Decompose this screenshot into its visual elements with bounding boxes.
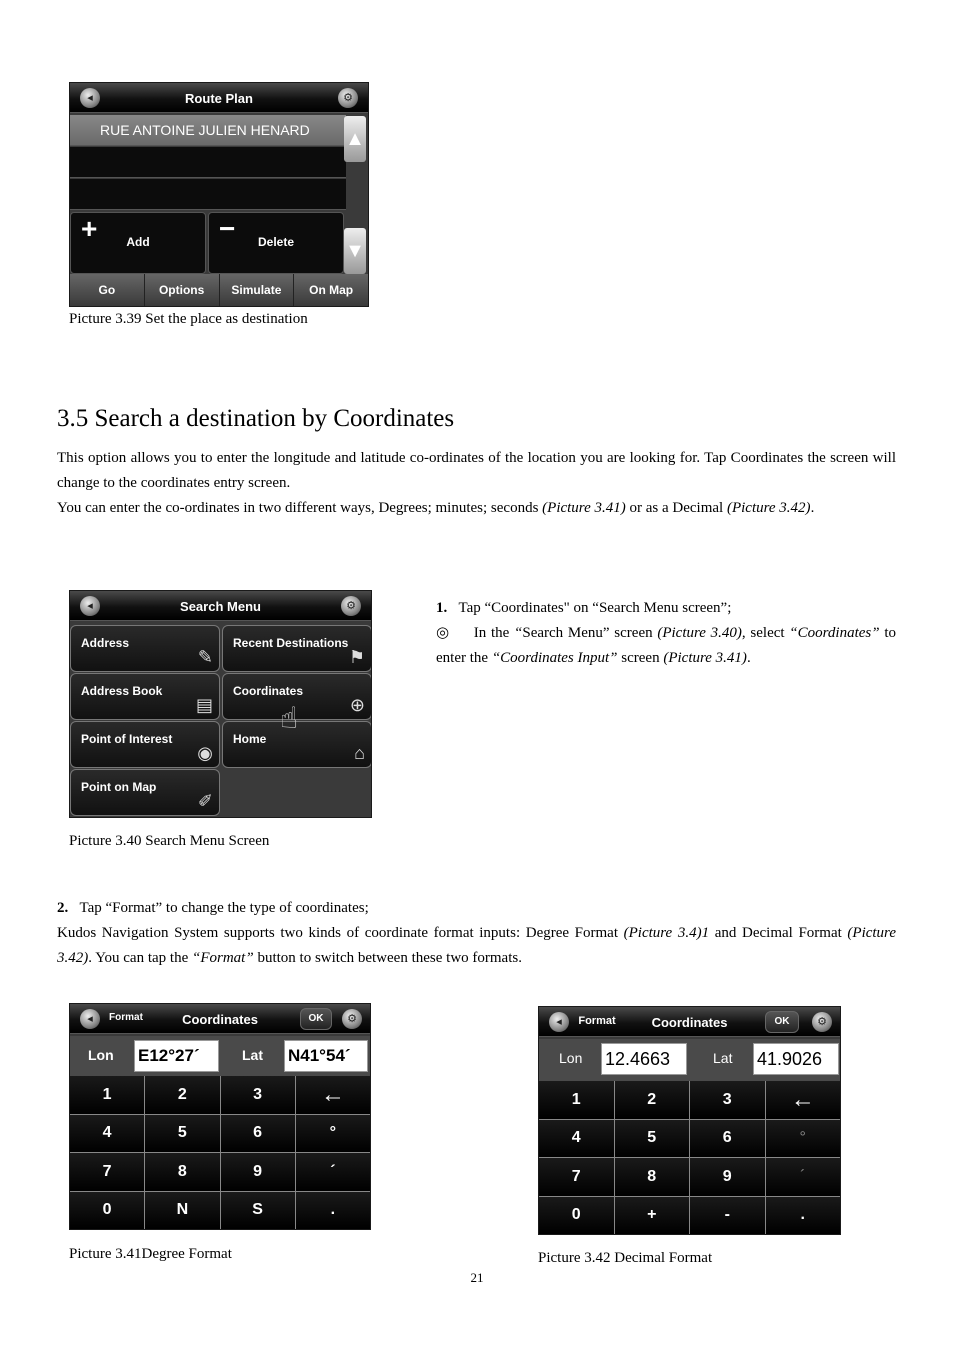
crosshair-icon: ⊕ (349, 695, 365, 715)
back-icon[interactable]: ◂ (80, 88, 100, 108)
back-icon[interactable]: ◂ (549, 1012, 569, 1032)
simulate-button[interactable]: Simulate (220, 274, 295, 306)
lon-label: Lon (559, 1050, 583, 1066)
picture-3-40-caption: Picture 3.40 Search Menu Screen (69, 833, 270, 849)
step-1-detail-text: Search Menu” screen (522, 625, 658, 641)
picture-3-42-caption: Picture 3.42 Decimal Format (538, 1250, 713, 1266)
key-1[interactable]: 1 (70, 1076, 144, 1114)
key-s[interactable]: S (221, 1192, 295, 1230)
step-1-detail-text: , select (741, 625, 790, 641)
degree-key[interactable]: ° (296, 1115, 370, 1153)
route-row-selected[interactable] (70, 115, 346, 146)
add-label: Add (126, 235, 150, 249)
home-label: Home (233, 732, 267, 746)
settings-icon[interactable]: ⚙ (342, 1009, 362, 1029)
degree-format-screenshot (69, 1003, 371, 1230)
minus-icon: − (219, 213, 236, 244)
key-0[interactable]: 0 (539, 1197, 614, 1235)
step-1-detail-text: . (746, 650, 751, 666)
key-4[interactable]: 4 (539, 1120, 614, 1158)
flag-icon: ⚑ (348, 647, 365, 667)
key-8[interactable]: 8 (145, 1153, 219, 1191)
lon-input[interactable]: E12°27´ (134, 1040, 219, 1072)
key-0[interactable]: 0 (70, 1192, 144, 1230)
address-book-button[interactable] (70, 673, 220, 720)
point-on-map-button[interactable] (70, 769, 220, 816)
key-5[interactable]: 5 (615, 1120, 690, 1158)
lat-label: Lat (713, 1050, 733, 1066)
picture-3-41-caption: Picture 3.41Degree Format (69, 1246, 232, 1262)
point-of-interest-label: Point of Interest (81, 732, 173, 746)
key-5[interactable]: 5 (145, 1115, 219, 1153)
page-number: 21 (470, 1270, 484, 1285)
step-2-text: Tap “Format” to change the type of coordinates; (79, 900, 369, 916)
key-n[interactable]: N (145, 1192, 219, 1230)
recent-destinations-label: Recent Destinations (233, 636, 349, 650)
step-2-number: 2. (57, 900, 69, 916)
decimal-titlebar (539, 1007, 840, 1037)
key-9[interactable]: 9 (221, 1153, 295, 1191)
route-plan-toolbar (70, 274, 368, 306)
step-2-line (57, 896, 896, 921)
step-1-detail (436, 621, 896, 671)
key-8[interactable]: 8 (615, 1158, 690, 1196)
step-2-paragraph (57, 921, 896, 971)
format-button[interactable]: Format (578, 1015, 616, 1027)
decimal-keypad (539, 1081, 840, 1234)
key-1[interactable]: 1 (539, 1081, 614, 1119)
intro-ref-3-42: (Picture 3.42) (726, 500, 811, 516)
coordinate-fields (70, 1036, 370, 1076)
step-1-number: 1. (436, 600, 448, 616)
step-2-ref-3-42: (Picture 3.42) (57, 925, 896, 966)
options-button[interactable]: Options (145, 274, 220, 306)
step-1-ref-3-41: (Picture 3.41) (663, 650, 747, 666)
key-6[interactable]: 6 (690, 1120, 765, 1158)
backspace-key[interactable]: ← (766, 1081, 841, 1119)
step-1-coordinates-quote: “Coordinates” (789, 625, 880, 641)
map-icon: ✐ (197, 791, 213, 811)
settings-icon[interactable]: ⚙ (338, 88, 358, 108)
scroll-up-button[interactable]: ▲ (344, 116, 366, 162)
add-button[interactable] (70, 212, 206, 274)
dot-key[interactable]: . (296, 1192, 370, 1230)
address-book-label: Address Book (81, 684, 163, 698)
key-4[interactable]: 4 (70, 1115, 144, 1153)
step-1-detail-text: In the (473, 625, 515, 641)
step-2-paragraph-text: and Decimal Format (709, 925, 848, 941)
point-on-map-label: Point on Map (81, 780, 157, 794)
on-map-button[interactable]: On Map (309, 283, 354, 297)
key-3[interactable]: 3 (221, 1076, 295, 1114)
step-1-detail-text: “ (514, 625, 523, 641)
coordinates-title: Coordinates (651, 1015, 728, 1030)
pointing-hand-icon: ☝ (280, 702, 299, 735)
section-heading: 3.5 Search a destination by Coordinates (57, 405, 455, 432)
intro-text-1: This option allows you to enter the longitude and latitude co-ordinates of the location you are looking for. Tap Coordinates the screen will change to the coordinates entry screen. (57, 450, 896, 491)
plus-icon: + (81, 213, 98, 244)
step-2-paragraph-text: . You can tap the (88, 950, 192, 966)
minus-key[interactable]: - (690, 1197, 765, 1235)
back-icon[interactable]: ◂ (80, 596, 100, 616)
backspace-key[interactable]: ← (296, 1076, 370, 1114)
step-2-paragraph-text: Kudos Navigation System supports two kinds of coordinate format inputs: Degree Format (57, 925, 624, 941)
back-icon[interactable]: ◂ (80, 1009, 100, 1029)
poi-icon: ◉ (197, 743, 213, 763)
key-6[interactable]: 6 (221, 1115, 295, 1153)
step-1-text: Tap “Coordinates" on “Search Menu screen”; (458, 600, 732, 616)
intro-text-2e: . (810, 500, 815, 516)
search-menu-titlebar (70, 591, 371, 621)
intro-ref-3-41: (Picture 3.41) (542, 500, 626, 516)
bullet-mark: ◎ (436, 625, 451, 641)
intro-text-2c: or as a Decimal (625, 500, 727, 516)
settings-icon[interactable]: ⚙ (341, 596, 361, 616)
go-button[interactable]: Go (70, 274, 145, 306)
step-1-detail-text: to enter the (436, 625, 896, 666)
key-9[interactable]: 9 (690, 1158, 765, 1196)
format-button[interactable]: Format (109, 1012, 143, 1023)
key-2[interactable]: 2 (145, 1076, 219, 1114)
step-1-detail-text: screen (617, 650, 664, 666)
degree-key: ° (766, 1120, 841, 1158)
picture-3-39-caption: Picture 3.39 Set the place as destination (69, 311, 308, 327)
key-3[interactable]: 3 (690, 1081, 765, 1119)
coordinates-title: Coordinates (182, 1012, 258, 1027)
search-menu-title: Search Menu (180, 599, 261, 614)
address-button[interactable] (70, 625, 220, 672)
decimal-format-screenshot (538, 1006, 841, 1235)
pen-icon: ✎ (197, 647, 213, 667)
step-2-ref-3-41: (Picture 3.4)1 (623, 925, 710, 941)
step-2-format-quote: “Format” (192, 950, 254, 966)
route-plan-titlebar (70, 83, 368, 113)
lon-input[interactable]: 12.4663 (601, 1043, 687, 1075)
degree-titlebar (70, 1004, 370, 1034)
coordinate-fields (539, 1039, 840, 1081)
intro-paragraph-2 (57, 496, 896, 521)
ok-button[interactable]: OK (765, 1011, 799, 1033)
lat-input[interactable]: N41°54´ (284, 1040, 368, 1072)
lon-label: Lon (88, 1047, 114, 1063)
minute-key: ´ (766, 1158, 841, 1196)
key-7[interactable]: 7 (539, 1158, 614, 1196)
route-row-empty[interactable] (70, 179, 346, 210)
point-of-interest-button[interactable] (70, 721, 220, 768)
route-plan-screenshot (69, 82, 369, 307)
search-menu-screenshot (69, 590, 372, 818)
home-icon: ⌂ (354, 743, 365, 763)
route-row-empty[interactable] (70, 147, 346, 178)
lat-input[interactable]: 41.9026 (753, 1043, 839, 1075)
key-7[interactable]: 7 (70, 1153, 144, 1191)
plus-key[interactable]: + (615, 1197, 690, 1235)
ok-button[interactable]: OK (300, 1008, 332, 1030)
dot-key[interactable]: . (766, 1197, 841, 1235)
lat-label: Lat (242, 1047, 263, 1063)
address-label: Address (81, 636, 130, 650)
key-2[interactable]: 2 (615, 1081, 690, 1119)
step-1-coordinates-input-quote: “Coordinates Input” (491, 650, 618, 666)
coordinates-label: Coordinates (233, 684, 304, 698)
step-1-line (436, 596, 896, 621)
settings-icon[interactable]: ⚙ (812, 1012, 832, 1032)
route-row-label: RUE ANTOINE JULIEN HENARD (100, 122, 310, 138)
degree-keypad (70, 1076, 370, 1229)
delete-button[interactable] (208, 212, 344, 274)
recent-destinations-button[interactable] (222, 625, 372, 672)
intro-paragraph-1 (57, 446, 896, 496)
minute-key[interactable]: ´ (296, 1153, 370, 1191)
delete-label: Delete (257, 235, 295, 249)
route-plan-title: Route Plan (185, 91, 253, 106)
intro-text-2a: You can enter the co-ordinates in two different ways, Degrees; minutes; seconds (57, 500, 543, 516)
step-2-paragraph-text: button to switch between these two formats. (253, 950, 522, 966)
step-1-ref-3-40: (Picture 3.40) (657, 625, 742, 641)
scroll-down-button[interactable]: ▼ (344, 228, 366, 274)
book-icon: ▤ (195, 695, 213, 715)
